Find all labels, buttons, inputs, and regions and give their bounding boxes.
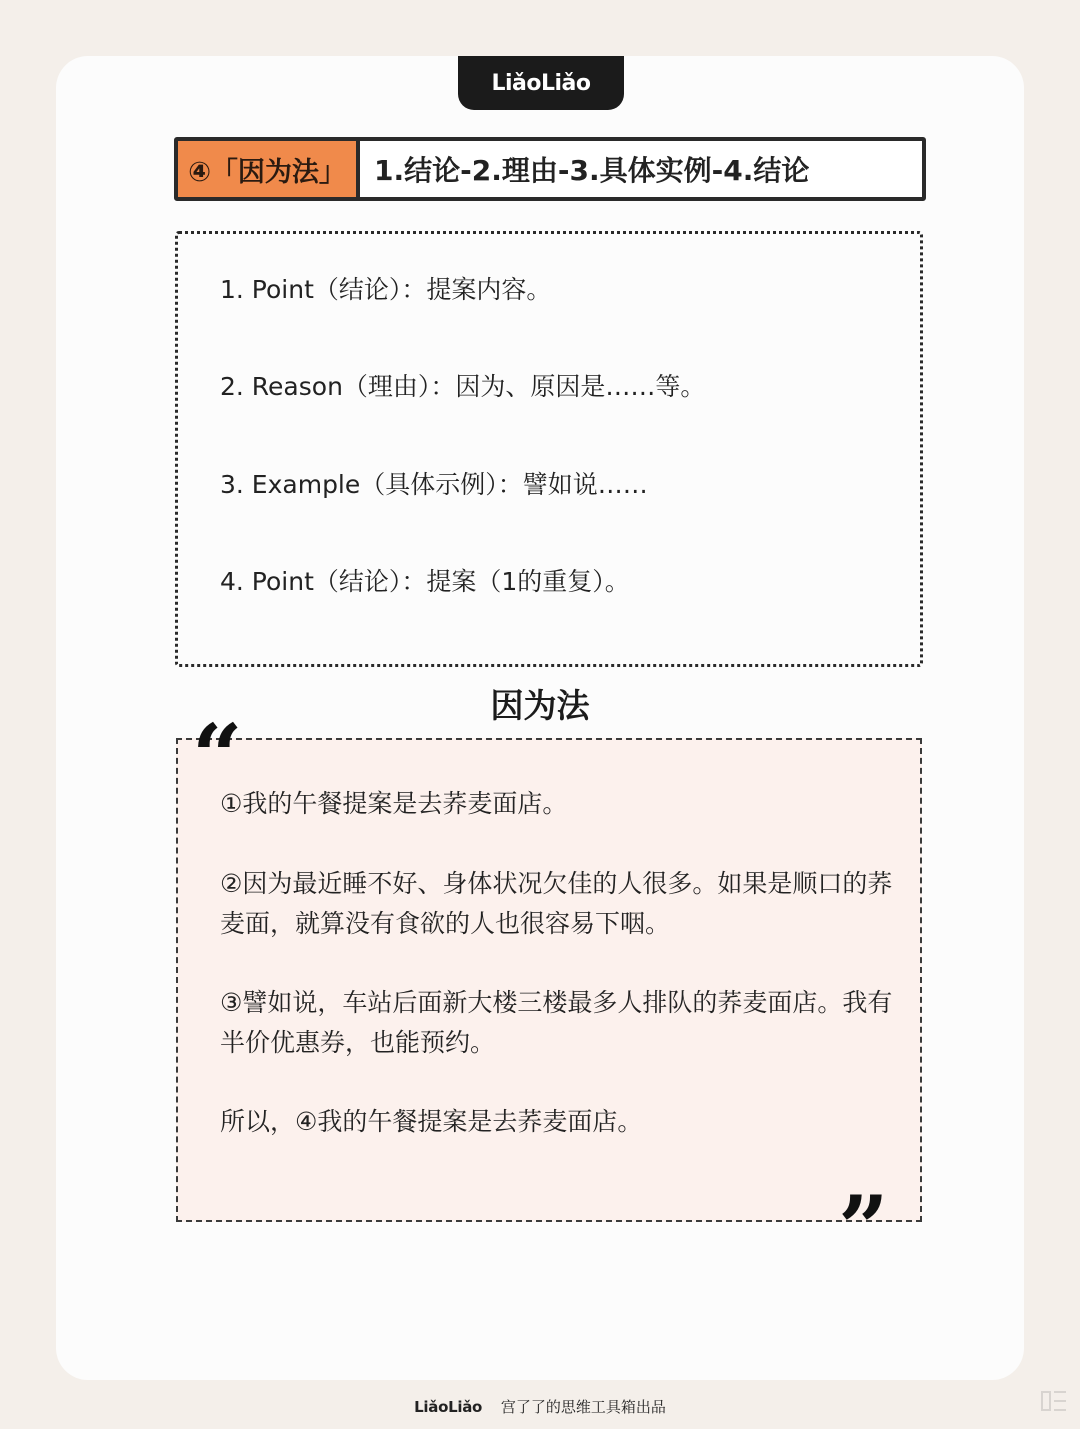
footer-text: 宫了了的思维工具箱出品	[500, 1398, 666, 1416]
example-paragraph-4: 所以，④我的午餐提案是去荞麦面店。	[220, 1107, 643, 1136]
step-point: 1. Point（结论）：提案内容。	[220, 275, 552, 304]
example-paragraph-3: ③譬如说，车站后面新大楼三楼最多人排队的荞麦面店。我有半价优惠券，也能预约。	[220, 988, 893, 1057]
steps-box	[175, 231, 923, 667]
footer	[0, 1396, 1080, 1417]
example-paragraph-2: ②因为最近睡不好、身体状况欠佳的人很多。如果是顺口的荞麦面，就算没有食欲的人也很容易下咽。	[220, 869, 893, 938]
close-quote-icon: ”	[838, 1176, 889, 1280]
open-quote-icon: “	[192, 704, 243, 808]
step-point-repeat: 4. Point（结论）：提案（1的重复）。	[220, 567, 630, 596]
section-title: 因为法	[490, 686, 590, 725]
method-tag: ④「因为法」	[178, 141, 360, 197]
step-example: 3. Example（具体示例）：譬如说……	[220, 470, 648, 499]
step-reason: 2. Reason（理由）：因为、原因是……等。	[220, 372, 706, 401]
example-paragraph-1: ①我的午餐提案是去荞麦面店。	[220, 789, 568, 818]
footer-logo: LiǎoLiǎo	[414, 1398, 483, 1416]
method-header	[174, 137, 926, 201]
method-formula: 1.结论-2.理由-3.具体实例-4.结论	[374, 154, 810, 187]
watermark-icon	[1040, 1388, 1068, 1414]
brand-logo: LiǎoLiǎo	[458, 56, 624, 110]
example-box	[176, 738, 922, 1222]
